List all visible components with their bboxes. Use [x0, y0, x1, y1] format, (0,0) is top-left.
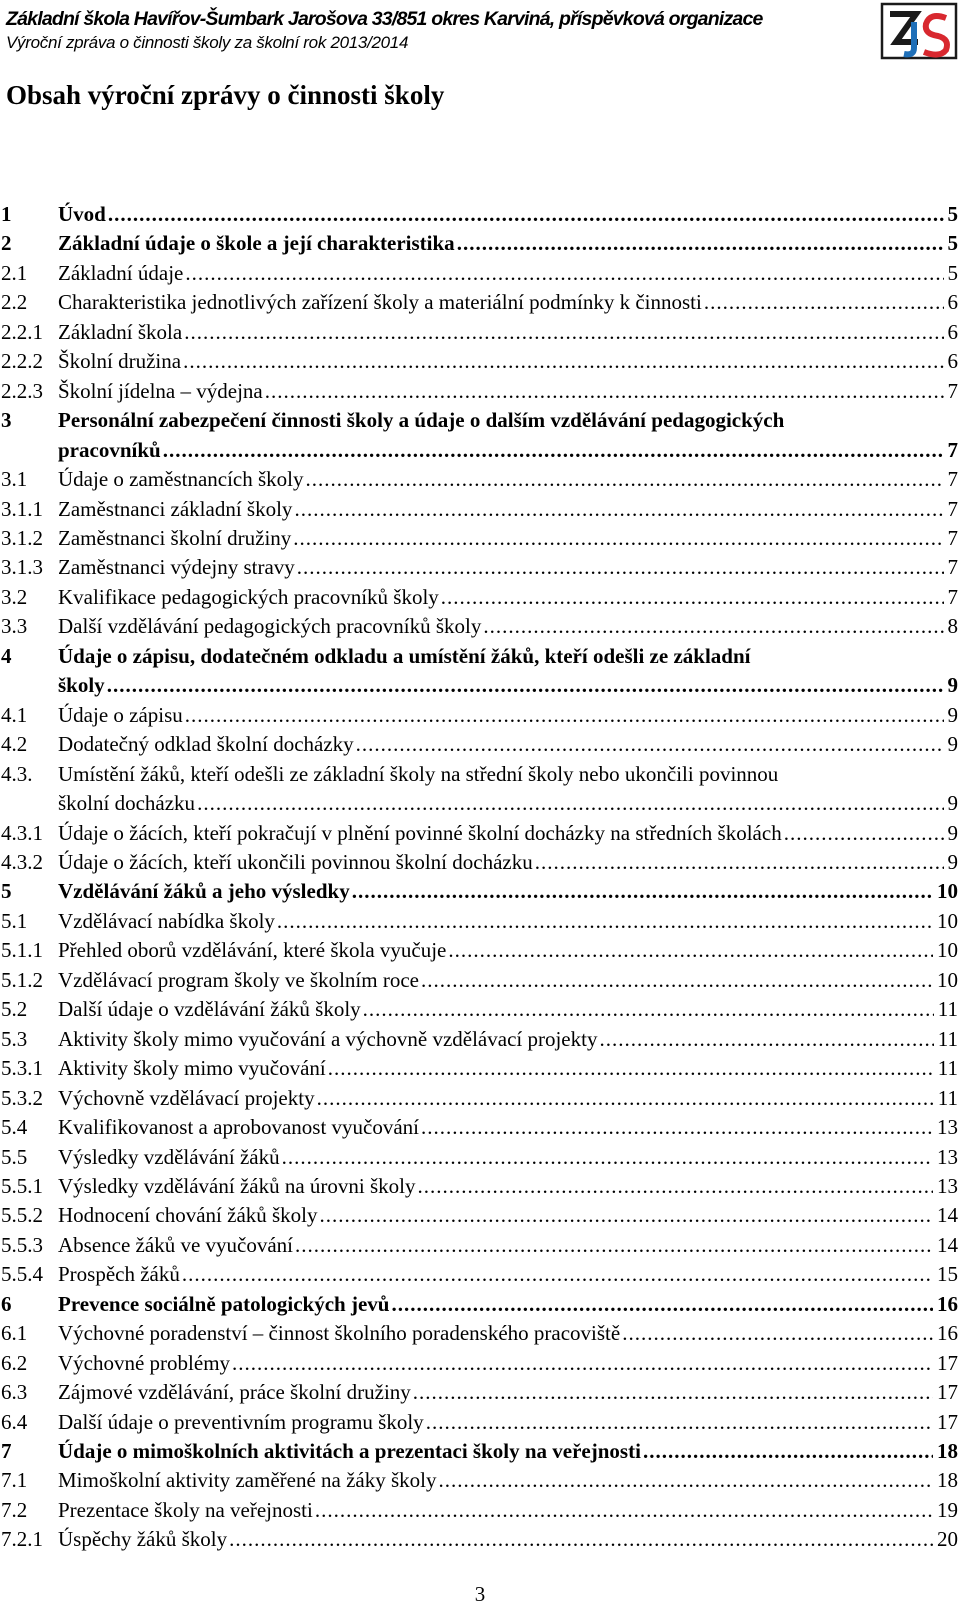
toc-entry-number: 6: [1, 1291, 12, 1316]
toc-entry-number: 7: [1, 1439, 12, 1464]
toc-entry[interactable]: [0, 612, 960, 641]
toc-entry-number: 6.4: [1, 1409, 28, 1434]
toc-entry-page: 7: [947, 584, 958, 609]
page-title: Obsah výroční zprávy o činnosti školy: [6, 80, 445, 110]
toc-entry-number: 5.5.3: [1, 1232, 43, 1257]
toc-entry[interactable]: [0, 553, 960, 582]
toc-entry[interactable]: [0, 1437, 960, 1466]
page-number: 3: [474, 1582, 486, 1606]
toc-entry-page: 9: [947, 732, 958, 757]
toc-entry-number: 4.3.1: [1, 820, 43, 845]
toc-entry-number: 4.1: [1, 702, 28, 727]
toc-entry-title: Úvod: [58, 202, 106, 226]
toc-entry[interactable]: [0, 1260, 960, 1289]
toc-entry[interactable]: [0, 1143, 960, 1172]
toc-dot-leader: [294, 495, 943, 524]
toc-entry-number: 4.3.: [1, 761, 33, 786]
toc-entry-number: 3.1: [1, 467, 28, 492]
toc-entry-page: 14: [937, 1203, 958, 1228]
toc-entry[interactable]: [0, 1172, 960, 1201]
toc-dot-leader: [448, 936, 933, 965]
toc-entry-page: 6: [947, 319, 958, 344]
toc-dot-leader: [356, 730, 944, 759]
toc-entry-page: 10: [937, 879, 958, 904]
toc-entry[interactable]: [0, 1349, 960, 1378]
toc-dot-leader: [599, 1025, 933, 1054]
toc-entry-page: 9: [947, 849, 958, 874]
toc-dot-leader: [439, 1466, 934, 1495]
toc-entry[interactable]: [0, 701, 960, 730]
toc-entry-title: Aktivity školy mimo vyučování a výchovně vzdělávací projekty: [58, 1026, 598, 1051]
toc-entry[interactable]: [0, 1084, 960, 1113]
toc-entry[interactable]: [0, 907, 960, 936]
table-of-contents: [0, 200, 960, 1555]
toc-entry-title: Dodatečný odklad školní docházky: [58, 732, 354, 757]
toc-entry-title: Úspěchy žáků školy: [58, 1527, 228, 1552]
toc-entry-number: 2: [1, 231, 12, 256]
toc-dot-leader: [265, 377, 944, 406]
toc-entry-number: 3: [1, 408, 12, 433]
toc-entry-page: 7: [947, 496, 958, 521]
toc-dot-leader: [184, 318, 943, 347]
toc-entry-page: 19: [937, 1497, 958, 1522]
toc-dot-leader: [315, 1496, 933, 1525]
toc-entry-page: 16: [937, 1291, 958, 1316]
toc-entry-number: 3.1.1: [1, 496, 43, 521]
toc-dot-leader: [352, 877, 933, 906]
header-report-title: Výroční zpráva o činnosti školy za školní rok 2013/2014: [6, 33, 409, 52]
toc-dot-leader: [182, 1260, 933, 1289]
toc-entry-number: 4.3.2: [1, 849, 43, 874]
toc-entry[interactable]: [0, 995, 960, 1024]
toc-entry-page: 18: [937, 1439, 958, 1464]
toc-entry-title: Výchovné poradenství – činnost školního poradenského pracoviště: [58, 1321, 621, 1346]
toc-dot-leader: [421, 966, 933, 995]
toc-entry-number: 2.1: [1, 260, 28, 285]
toc-entry-title: Další údaje o preventivním programu školy: [58, 1409, 424, 1434]
toc-dot-leader: [421, 1113, 933, 1142]
toc-entry-page: 9: [947, 673, 958, 698]
toc-dot-leader: [426, 1408, 933, 1437]
toc-entry-title: Hodnocení chování žáků školy: [58, 1203, 318, 1228]
toc-entry-number: 5.3.1: [1, 1056, 43, 1081]
toc-entry-number: 6.1: [1, 1321, 28, 1346]
toc-entry-title: Vzdělávání žáků a jeho výsledky: [58, 879, 350, 904]
toc-entry-title: Mimoškolní aktivity zaměřené na žáky školy: [58, 1468, 437, 1493]
toc-entry[interactable]: [0, 318, 960, 347]
toc-entry-number: 3.2: [1, 584, 28, 609]
toc-entry[interactable]: [0, 760, 960, 819]
toc-entry[interactable]: [0, 730, 960, 759]
toc-dot-leader: [282, 1143, 933, 1172]
toc-entry-title: Základní škola: [58, 319, 183, 344]
toc-entry[interactable]: [0, 1378, 960, 1407]
toc-entry-page: 7: [947, 525, 958, 550]
toc-entry-number: 2.2.1: [1, 319, 43, 344]
toc-entry[interactable]: [0, 1290, 960, 1319]
toc-entry[interactable]: [0, 848, 960, 877]
toc-entry[interactable]: [0, 377, 960, 406]
toc-entry[interactable]: [0, 819, 960, 848]
toc-dot-leader: [317, 1084, 934, 1113]
toc-entry-number: 5.5.4: [1, 1262, 43, 1287]
toc-dot-leader: [183, 347, 943, 376]
toc-entry-number: 5.1.1: [1, 938, 43, 963]
toc-entry[interactable]: [0, 347, 960, 376]
toc-entry-page: 17: [937, 1350, 958, 1375]
toc-entry-number: 5.4: [1, 1115, 28, 1140]
toc-dot-leader: [108, 200, 944, 229]
toc-entry-title: Výsledky vzdělávání žáků na úrovni školy: [58, 1173, 416, 1198]
toc-dot-leader: [483, 612, 943, 641]
toc-entry-title: Údaje o zápisu: [58, 702, 183, 727]
toc-dot-leader: [784, 819, 944, 848]
toc-entry-page: 9: [947, 702, 958, 727]
toc-entry-title: Vzdělávací nabídka školy: [58, 908, 275, 933]
toc-entry[interactable]: [0, 1201, 960, 1230]
toc-entry-title: Aktivity školy mimo vyučování: [58, 1056, 326, 1081]
toc-entry-number: 3.3: [1, 614, 28, 639]
toc-entry-number: 3.1.3: [1, 555, 43, 580]
toc-entry-page: 5: [947, 202, 958, 226]
toc-entry-number: 7.2.1: [1, 1527, 43, 1552]
toc-entry[interactable]: [0, 1408, 960, 1437]
toc-entry-title-line: Údaje o zápisu, dodatečném odkladu a umístění žáků, kteří odešli ze základní: [58, 643, 751, 668]
toc-entry[interactable]: [0, 495, 960, 524]
toc-entry-page: 11: [937, 997, 958, 1022]
toc-entry-number: 5.2: [1, 997, 28, 1022]
toc-entry-title: Prospěch žáků: [58, 1262, 180, 1287]
toc-entry[interactable]: [0, 966, 960, 995]
toc-entry[interactable]: [0, 1496, 960, 1525]
toc-entry-title: Vzdělávací program školy ve školním roce: [58, 967, 419, 992]
toc-entry-page: 11: [937, 1056, 958, 1081]
toc-entry-number: 6.3: [1, 1380, 28, 1405]
toc-entry-title-line: Umístění žáků, kteří odešli ze základní školy na střední školy nebo ukončili povinnou: [58, 761, 779, 786]
toc-entry-page: 5: [947, 260, 958, 285]
toc-entry-page: 13: [937, 1115, 958, 1140]
toc-entry-page: 10: [937, 967, 958, 992]
toc-entry-title: Prevence sociálně patologických jevů: [58, 1291, 390, 1316]
toc-dot-leader: [643, 1437, 933, 1466]
toc-entry-number: 5.1: [1, 908, 28, 933]
toc-entry-title: Absence žáků ve vyučování: [58, 1232, 293, 1257]
toc-entry-page: 20: [937, 1527, 958, 1552]
toc-dot-leader: [232, 1349, 933, 1378]
toc-dot-leader: [328, 1054, 934, 1083]
toc-entry-page: 11: [937, 1085, 958, 1110]
toc-dot-leader: [622, 1319, 933, 1348]
toc-entry[interactable]: [0, 642, 960, 701]
toc-entry[interactable]: [0, 1525, 960, 1554]
toc-entry-number: 3.1.2: [1, 525, 43, 550]
toc-dot-leader: [293, 524, 943, 553]
toc-entry-page: 17: [937, 1409, 958, 1434]
toc-entry-page: 7: [947, 437, 958, 462]
toc-entry-number: 5.3: [1, 1026, 28, 1051]
toc-entry[interactable]: [0, 200, 960, 229]
toc-entry-page: 6: [947, 290, 958, 315]
toc-entry-title: Prezentace školy na veřejnosti: [58, 1497, 313, 1522]
toc-entry[interactable]: [0, 259, 960, 288]
toc-dot-leader: [185, 701, 944, 730]
toc-entry[interactable]: [0, 465, 960, 494]
toc-entry-number: 6.2: [1, 1350, 28, 1375]
toc-entry-title: Školní družina: [58, 349, 182, 374]
toc-entry-page: 6: [947, 349, 958, 374]
toc-entry-title: Přehled oborů vzdělávání, které škola vyučuje: [58, 938, 447, 963]
toc-entry-number: 2.2.3: [1, 378, 43, 403]
toc-entry-number: 5: [1, 879, 12, 904]
toc-dot-leader: [363, 995, 934, 1024]
toc-entry-title: Zájmové vzdělávání, práce školní družiny: [58, 1380, 411, 1405]
toc-dot-leader: [418, 1172, 934, 1201]
toc-entry-page: 13: [937, 1173, 958, 1198]
toc-entry-page: 5: [947, 231, 958, 256]
toc-dot-leader: [297, 553, 944, 582]
toc-entry-title: Kvalifikace pedagogických pracovníků školy: [58, 584, 439, 609]
toc-entry-number: 2.2: [1, 290, 28, 315]
toc-entry-page: 13: [937, 1144, 958, 1169]
toc-entry-page: 7: [947, 555, 958, 580]
toc-entry-title: Zaměstnanci výdejny stravy: [58, 555, 295, 580]
toc-dot-leader: [107, 671, 944, 700]
toc-entry[interactable]: [0, 583, 960, 612]
toc-entry[interactable]: [0, 877, 960, 906]
toc-entry-page: 8: [947, 614, 958, 639]
toc-entry-page: 18: [937, 1468, 958, 1493]
toc-entry[interactable]: [0, 936, 960, 965]
toc-entry-title: Další údaje o vzdělávání žáků školy: [58, 997, 361, 1022]
toc-entry-number: 7.1: [1, 1468, 28, 1493]
toc-entry-title: Základní údaje o škole a její charakteristika: [58, 231, 455, 256]
toc-entry-page: 16: [937, 1321, 958, 1346]
toc-entry[interactable]: [0, 1319, 960, 1348]
toc-dot-leader: [441, 583, 944, 612]
toc-entry-title: Zaměstnanci školní družiny: [58, 525, 292, 550]
toc-entry-title: Charakteristika jednotlivých zařízení školy a materiální podmínky k činnosti: [58, 290, 702, 315]
toc-dot-leader: [457, 229, 944, 258]
toc-dot-leader: [391, 1290, 933, 1319]
toc-entry-number: 5.5: [1, 1144, 28, 1169]
toc-entry-title: Údaje o žácích, kteří ukončili povinnou školní docházku: [58, 849, 533, 874]
toc-entry-page: 10: [937, 938, 958, 963]
toc-dot-leader: [295, 1231, 933, 1260]
toc-entry-title: Údaje o mimoškolních aktivitách a prezentaci školy na veřejnosti: [58, 1439, 641, 1464]
toc-dot-leader: [185, 259, 943, 288]
toc-entry-title: Další vzdělávání pedagogických pracovníků školy: [58, 614, 482, 639]
toc-entry[interactable]: [0, 1113, 960, 1142]
toc-dot-leader: [320, 1201, 933, 1230]
toc-entry-number: 5.5.1: [1, 1173, 43, 1198]
toc-entry-page: 9: [947, 820, 958, 845]
toc-entry[interactable]: [0, 1231, 960, 1260]
toc-dot-leader: [197, 789, 943, 818]
toc-entry-title: Zaměstnanci základní školy: [58, 496, 293, 521]
toc-dot-leader: [306, 465, 944, 494]
toc-entry[interactable]: [0, 288, 960, 317]
toc-dot-leader: [704, 288, 944, 317]
header-school-name: Základní škola Havířov-Šumbark Jarošova 33/851 okres Karviná, příspěvková organizace: [6, 8, 763, 30]
toc-entry-title: Výchovně vzdělávací projekty: [58, 1085, 315, 1110]
toc-entry[interactable]: [0, 1466, 960, 1495]
toc-dot-leader: [229, 1525, 933, 1554]
toc-dot-leader: [535, 848, 944, 877]
toc-entry-title: Údaje o žácích, kteří pokračují v plnění povinné školní docházky na středních školách: [58, 820, 782, 845]
toc-entry[interactable]: [0, 229, 960, 258]
toc-dot-leader: [163, 436, 944, 465]
toc-entry[interactable]: [0, 406, 960, 465]
toc-entry-title: pracovníků: [58, 437, 161, 462]
toc-entry-number: 5.3.2: [1, 1085, 43, 1110]
toc-entry-title: Školní jídelna – výdejna: [58, 378, 263, 403]
toc-entry-page: 15: [937, 1262, 958, 1287]
toc-entry-page: 11: [937, 1026, 958, 1051]
toc-entry-number: 5.1.2: [1, 967, 43, 992]
toc-entry-page: 10: [937, 908, 958, 933]
toc-dot-leader: [413, 1378, 933, 1407]
toc-entry-page: 17: [937, 1380, 958, 1405]
school-logo-icon: [880, 2, 960, 62]
toc-entry-page: 14: [937, 1232, 958, 1257]
toc-entry-title: školní docházku: [58, 791, 196, 816]
toc-entry-title: Výchovné problémy: [58, 1350, 231, 1375]
toc-dot-leader: [277, 907, 933, 936]
toc-entry[interactable]: [0, 1054, 960, 1083]
toc-entry[interactable]: [0, 524, 960, 553]
toc-entry-number: 4: [1, 643, 12, 668]
toc-entry-page: 7: [947, 467, 958, 492]
toc-entry[interactable]: [0, 1025, 960, 1054]
toc-entry-number: 7.2: [1, 1497, 28, 1522]
toc-entry-title-line: Personální zabezpečení činnosti školy a údaje o dalším vzdělávání pedagogických: [58, 408, 785, 433]
toc-entry-number: 4.2: [1, 732, 28, 757]
toc-entry-title: Výsledky vzdělávání žáků: [58, 1144, 280, 1169]
toc-entry-page: 9: [947, 791, 958, 816]
toc-entry-title: školy: [58, 673, 105, 698]
toc-entry-title: Kvalifikovanost a aprobovanost vyučování: [58, 1115, 419, 1140]
toc-entry-title: Údaje o zaměstnancích školy: [58, 467, 304, 492]
toc-entry-number: 2.2.2: [1, 349, 43, 374]
toc-entry-number: 1: [1, 202, 12, 226]
toc-entry-title: Základní údaje: [58, 260, 184, 285]
toc-entry-number: 5.5.2: [1, 1203, 43, 1228]
toc-entry-page: 7: [947, 378, 958, 403]
